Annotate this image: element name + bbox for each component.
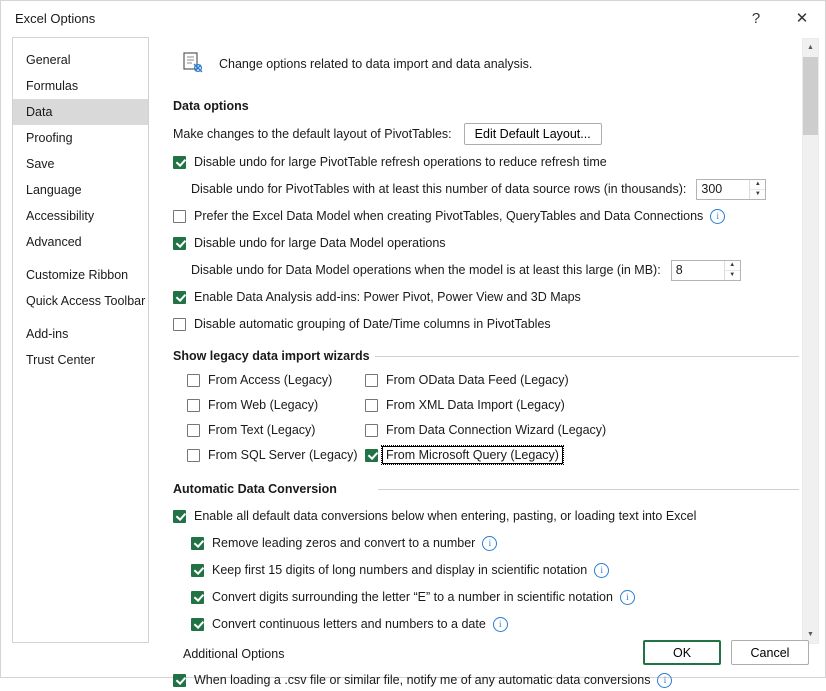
legacy-from-odata-row[interactable]	[365, 369, 799, 391]
legacy-from-access-checkbox[interactable]	[187, 374, 200, 387]
legacy-from-data-connection-wizard-row[interactable]	[365, 419, 799, 441]
legacy-from-sql-server-row[interactable]	[187, 444, 358, 466]
pivot-rows-input[interactable]	[697, 180, 749, 199]
keep-15-digits-row[interactable]	[191, 559, 799, 581]
convert-letters-numbers-date-row[interactable]	[191, 613, 799, 635]
sidebar-item-formulas[interactable]: Formulas	[26, 79, 79, 93]
auto-conversion-heading-wrap	[173, 482, 799, 496]
legacy-from-odata-label: From OData Data Feed (Legacy)	[386, 373, 569, 387]
pivot-rows-arrows[interactable]	[749, 180, 765, 199]
data-model-size-arrows[interactable]	[724, 261, 740, 280]
sidebar-item-trust-center[interactable]: Trust Center	[26, 353, 96, 367]
sidebar-item-accessibility[interactable]: Accessibility	[26, 209, 95, 223]
legacy-from-sql-server-label: From SQL Server (Legacy)	[208, 448, 358, 462]
prefer-data-model-label: Prefer the Excel Data Model when creating PivotTables, QueryTables and Data Connections	[194, 209, 704, 223]
window-controls	[733, 1, 825, 35]
legacy-from-access-label: From Access (Legacy)	[208, 373, 333, 387]
remove-leading-zeros-row[interactable]	[191, 532, 799, 554]
remove-leading-zeros-checkbox[interactable]	[191, 537, 204, 550]
data-model-size-label: Disable undo for Data Model operations when the model is at least this large (in MB):	[191, 263, 661, 277]
legacy-from-web-checkbox[interactable]	[187, 399, 200, 412]
content-scrollbar[interactable]	[802, 38, 819, 644]
help-icon[interactable]: ?	[751, 9, 761, 27]
enable-data-analysis-label: Enable Data Analysis add-ins: Power Pivot, Power View and 3D Maps	[194, 290, 581, 304]
sidebar-divider-1	[13, 255, 148, 262]
dialog-footer	[643, 640, 809, 665]
pivot-rows-stepper[interactable]	[696, 179, 766, 200]
additional-options-heading: Additional Options	[183, 647, 285, 661]
auto-conversion-rule	[378, 489, 799, 490]
legacy-from-text-checkbox[interactable]	[187, 424, 200, 437]
prefer-data-model-row[interactable]	[173, 205, 799, 227]
legacy-from-data-connection-wizard-label: From Data Connection Wizard (Legacy)	[386, 423, 607, 437]
data-model-size-input[interactable]	[672, 261, 724, 280]
prefer-data-model-checkbox[interactable]	[173, 210, 186, 223]
disable-undo-large-pivot-row[interactable]	[173, 151, 799, 173]
keep-15-digits-checkbox[interactable]	[191, 564, 204, 577]
convert-e-digits-info-icon[interactable]: i	[620, 590, 635, 605]
legacy-from-xml-row[interactable]	[365, 394, 799, 416]
sidebar-item-data[interactable]: Data	[13, 99, 148, 125]
sidebar-item-customize-ribbon[interactable]: Customize Ribbon	[26, 268, 129, 282]
data-options-heading: Data options	[173, 99, 249, 113]
disable-auto-grouping-label: Disable automatic grouping of Date/Time columns in PivotTables	[194, 317, 551, 331]
legacy-from-web-label: From Web (Legacy)	[208, 398, 319, 412]
legacy-from-xml-checkbox[interactable]	[365, 399, 378, 412]
sidebar-item-proofing[interactable]: Proofing	[26, 131, 73, 145]
disable-undo-large-pivot-label: Disable undo for large PivotTable refresh operations to reduce refresh time	[194, 155, 607, 169]
pivot-rows-threshold-row	[191, 178, 799, 200]
legacy-from-microsoft-query-checkbox[interactable]	[365, 449, 378, 462]
legacy-from-data-connection-wizard-checkbox[interactable]	[365, 424, 378, 437]
data-model-size-stepper[interactable]	[671, 260, 741, 281]
pivot-layout-label: Make changes to the default layout of PivotTables:	[173, 127, 452, 141]
legacy-from-access-row[interactable]	[187, 369, 351, 391]
convert-e-digits-label: Convert digits surrounding the letter “E” to a number in scientific notation	[212, 590, 613, 604]
pivot-default-layout-row	[173, 123, 799, 145]
sidebar-item-save[interactable]: Save	[26, 157, 55, 171]
data-model-size-up-arrow[interactable]: ▲	[725, 261, 740, 271]
enable-all-conversions-label: Enable all default data conversions below when entering, pasting, or loading text into Excel	[194, 509, 697, 523]
keep-15-digits-info-icon[interactable]: i	[594, 563, 609, 578]
legacy-from-odata-checkbox[interactable]	[365, 374, 378, 387]
enable-data-analysis-row[interactable]	[173, 286, 799, 308]
disable-auto-grouping-row[interactable]	[173, 313, 799, 335]
sidebar-item-add-ins[interactable]: Add-ins	[26, 327, 69, 341]
csv-notify-row[interactable]	[173, 669, 799, 691]
sidebar-item-quick-access-toolbar[interactable]: Quick Access Toolbar	[26, 294, 146, 308]
convert-e-digits-row[interactable]	[191, 586, 799, 608]
legacy-from-xml-label: From XML Data Import (Legacy)	[386, 398, 565, 412]
data-model-size-row	[191, 259, 799, 281]
pivot-rows-up-arrow[interactable]: ▲	[750, 180, 765, 190]
scrollbar-thumb[interactable]	[803, 57, 818, 135]
legacy-wizards-heading-wrap	[173, 349, 799, 363]
legacy-from-microsoft-query-row[interactable]	[365, 444, 799, 466]
intro-text: Change options related to data import and data analysis.	[219, 57, 533, 71]
ok-button[interactable]: OK	[643, 640, 721, 665]
sidebar-item-general[interactable]: General	[26, 53, 71, 67]
auto-conversion-heading: Automatic Data Conversion	[173, 482, 337, 496]
dialog-body	[1, 35, 825, 687]
enable-data-analysis-checkbox[interactable]	[173, 291, 186, 304]
disable-auto-grouping-checkbox[interactable]	[173, 318, 186, 331]
pivot-rows-down-arrow[interactable]: ▼	[750, 190, 765, 199]
sidebar-divider-2	[13, 314, 148, 321]
cancel-button[interactable]: Cancel	[731, 640, 809, 665]
options-sidebar	[12, 37, 149, 643]
legacy-wizards-grid	[173, 369, 799, 466]
legacy-from-text-row[interactable]	[187, 419, 351, 441]
remove-leading-zeros-info-icon[interactable]: i	[482, 536, 497, 551]
keep-15-digits-label: Keep first 15 digits of long numbers and display in scientific notation	[212, 563, 588, 577]
legacy-from-microsoft-query-label: From Microsoft Query (Legacy)	[382, 446, 563, 464]
sidebar-item-advanced[interactable]: Advanced	[26, 235, 82, 249]
scroll-up-arrow-icon[interactable]: ▲	[803, 39, 818, 56]
sidebar-item-language[interactable]: Language	[26, 183, 82, 197]
enable-all-conversions-row[interactable]	[173, 505, 799, 527]
legacy-wizards-rule	[375, 356, 799, 357]
legacy-from-sql-server-checkbox[interactable]	[187, 449, 200, 462]
edit-default-layout-button[interactable]: Edit Default Layout...	[464, 123, 602, 145]
legacy-from-web-row[interactable]	[187, 394, 351, 416]
csv-notify-checkbox[interactable]	[173, 674, 186, 687]
data-options-icon	[181, 51, 207, 77]
title-bar	[1, 1, 825, 35]
enable-all-conversions-checkbox[interactable]	[173, 510, 186, 523]
disable-undo-data-model-row[interactable]	[173, 232, 799, 254]
disable-undo-data-model-checkbox[interactable]	[173, 237, 186, 250]
close-icon[interactable]: ✕	[795, 10, 809, 27]
intro-banner	[169, 39, 799, 89]
csv-notify-info-icon[interactable]: i	[657, 673, 672, 688]
scroll-down-arrow-icon[interactable]: ▼	[803, 626, 818, 643]
csv-notify-label: When loading a .csv file or similar file, notify me of any automatic data conversions	[194, 673, 651, 687]
prefer-data-model-info-icon[interactable]: i	[710, 209, 725, 224]
convert-letters-numbers-date-checkbox[interactable]	[191, 618, 204, 631]
legacy-wizards-heading: Show legacy data import wizards	[173, 349, 370, 363]
disable-undo-large-pivot-checkbox[interactable]	[173, 156, 186, 169]
pivot-rows-label: Disable undo for PivotTables with at least this number of data source rows (in thousands):	[191, 182, 687, 196]
convert-e-digits-checkbox[interactable]	[191, 591, 204, 604]
convert-letters-numbers-date-info-icon[interactable]: i	[493, 617, 508, 632]
convert-letters-numbers-date-label: Convert continuous letters and numbers to a date	[212, 617, 486, 631]
legacy-from-text-label: From Text (Legacy)	[208, 423, 316, 437]
remove-leading-zeros-label: Remove leading zeros and convert to a number	[212, 536, 476, 550]
disable-undo-data-model-label: Disable undo for large Data Model operations	[194, 236, 446, 250]
data-model-size-down-arrow[interactable]: ▼	[725, 271, 740, 280]
page-title: Excel Options	[15, 10, 96, 26]
